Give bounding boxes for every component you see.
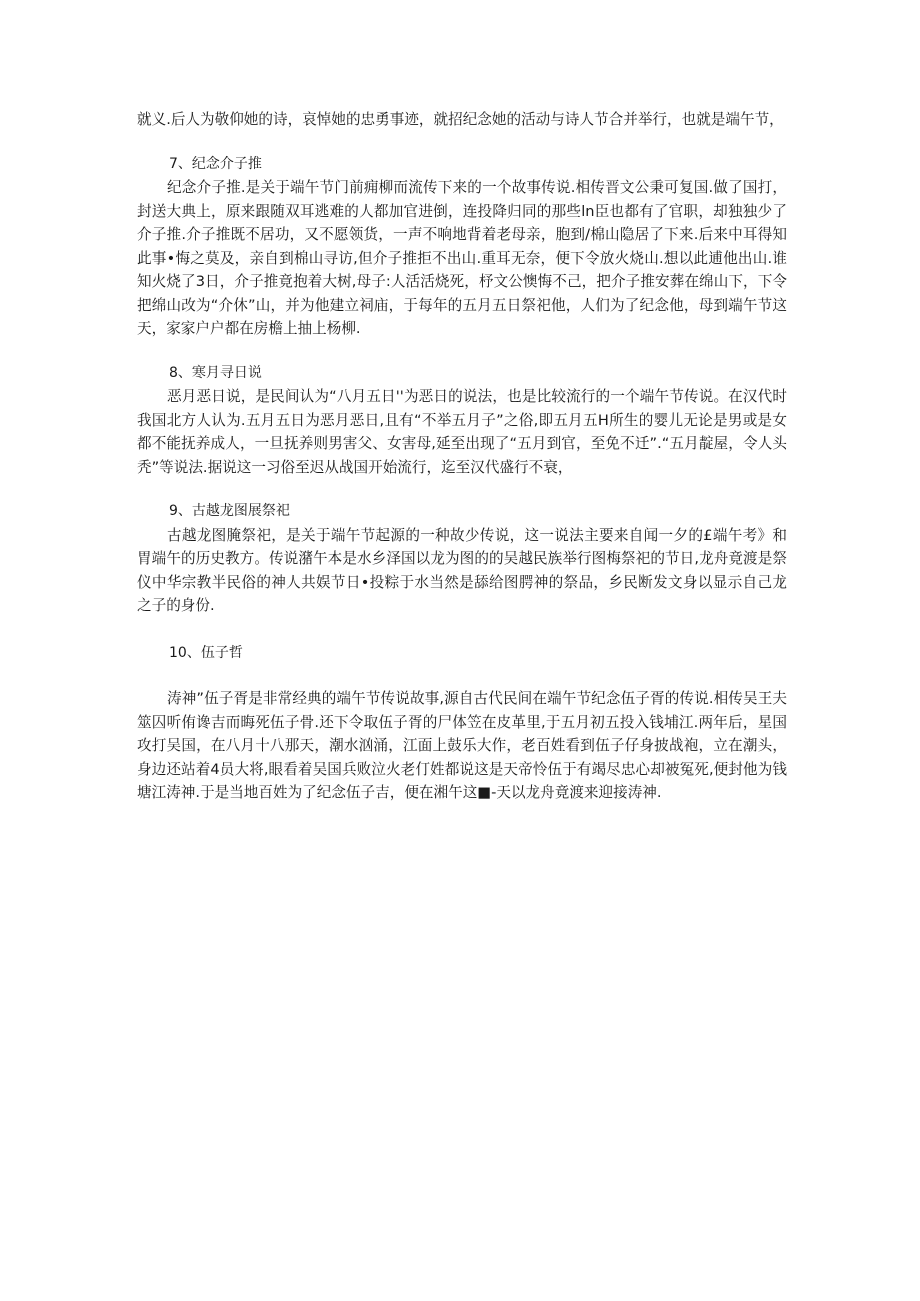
intro-paragraph: 就义.后人为敬仰她的诗，哀悼她的忠勇事迹，就招纪念她的活动与诗人节合并举行，也就是端午节， [137, 111, 784, 128]
section-body-9: 古越龙图腌祭祀，是关于端午节起源的一种故少传说，这一说法主要来自闻一夕的£端午考》和胃端午的历史教方。传说潴午本是水乡泽国以龙为图的的吴越民族举行图梅祭祀的节日,龙舟竟渡是祭仪中华宗教半民俗的神人共娱节日•投粽于水当然是舔给图腭神的祭品，乡民断发文身以显示自己龙之子的身份. [137, 526, 787, 614]
section-heading-7: 7、纪念介子推 [169, 155, 262, 172]
spacer [137, 665, 787, 687]
section-heading-9: 9、古越龙图展祭祀 [169, 503, 290, 519]
spacer [137, 341, 787, 362]
section-body-7: 纪念介子推.是关于端午节门前痈柳而流传下来的一个故事传说.相传晋文公秉可复国.做了国打，封送大典上，原来跟随双耳逃难的人都加官进倒，连投降归同的那些ln臣也都有了官职，却独独少了介子推.介子推既不居功，又不愿领货，一声不响地背着老母亲，胞到/棉山隐居了下来.后来中耳得知此事•悔之莫及，亲自到棉山寻访,但介子推拒不出山.重耳无奈，便下令放火烧山.想以此逋他出山.谁知火烧了3日，介子推竟抱着大树,母子:人活活烧死，杼文公懊悔不己，把介子推安葬在绵山下，下令把绵山改为“介休”山，并为他建立祠庙，于每年的五月五日祭祀他，人们为了纪念他，母到端午节这天，家家户户都在房檐上抽上杨柳. [137, 179, 787, 337]
section-heading-10: 10、伍子哲 [169, 644, 243, 661]
spacer [137, 479, 787, 500]
section-body-10: 涛神”伍子胥是非常经典的端午节传说故事,源自古代民间在端午节纪念伍子胥的传说.相传吴王夫筮囚听侑谗吉而晦死伍子骨.还下令取伍子胥的尸体笠在皮革里,于五月初五投入钱埔江.两年后，星国攻打吴国，在八月十八那天，潮水汹涌，江面上鼓乐大作，老百姓看到伍子仔身披战袍，立在潮头，身边还站着4员大将,眼看着吴国兵败泣火老仃姓都说这是天帝怜伍于有竭尽忠心却被冤死,便封他为钱塘江涛神.于是当地百姓为了纪念伍子吉，便在湘午这■-天以龙舟竟渡来迎接涛神. [137, 690, 787, 801]
section-body-8: 恶月恶日说，是民间认为“八月五日''为恶日的说法，也是比较流行的一个端午节传说。在汉代时我国北方人认为.五月五日为恶月恶日,且有“不举五月子”之俗,即五月五H所生的婴儿无论是男或是女都不能抚养成人，一旦抚养则男害父、女害母,延至出现了“五月到官，至免不迁”.“五月靛屋，令人头秃”等说法.据说这一习俗至迟从战国开始流行，迄至汉代盛行不衰， [137, 388, 787, 476]
spacer [137, 132, 787, 153]
spacer [137, 618, 787, 642]
section-heading-8: 8、寒月寻日说 [169, 364, 262, 381]
document-page [137, 108, 787, 805]
